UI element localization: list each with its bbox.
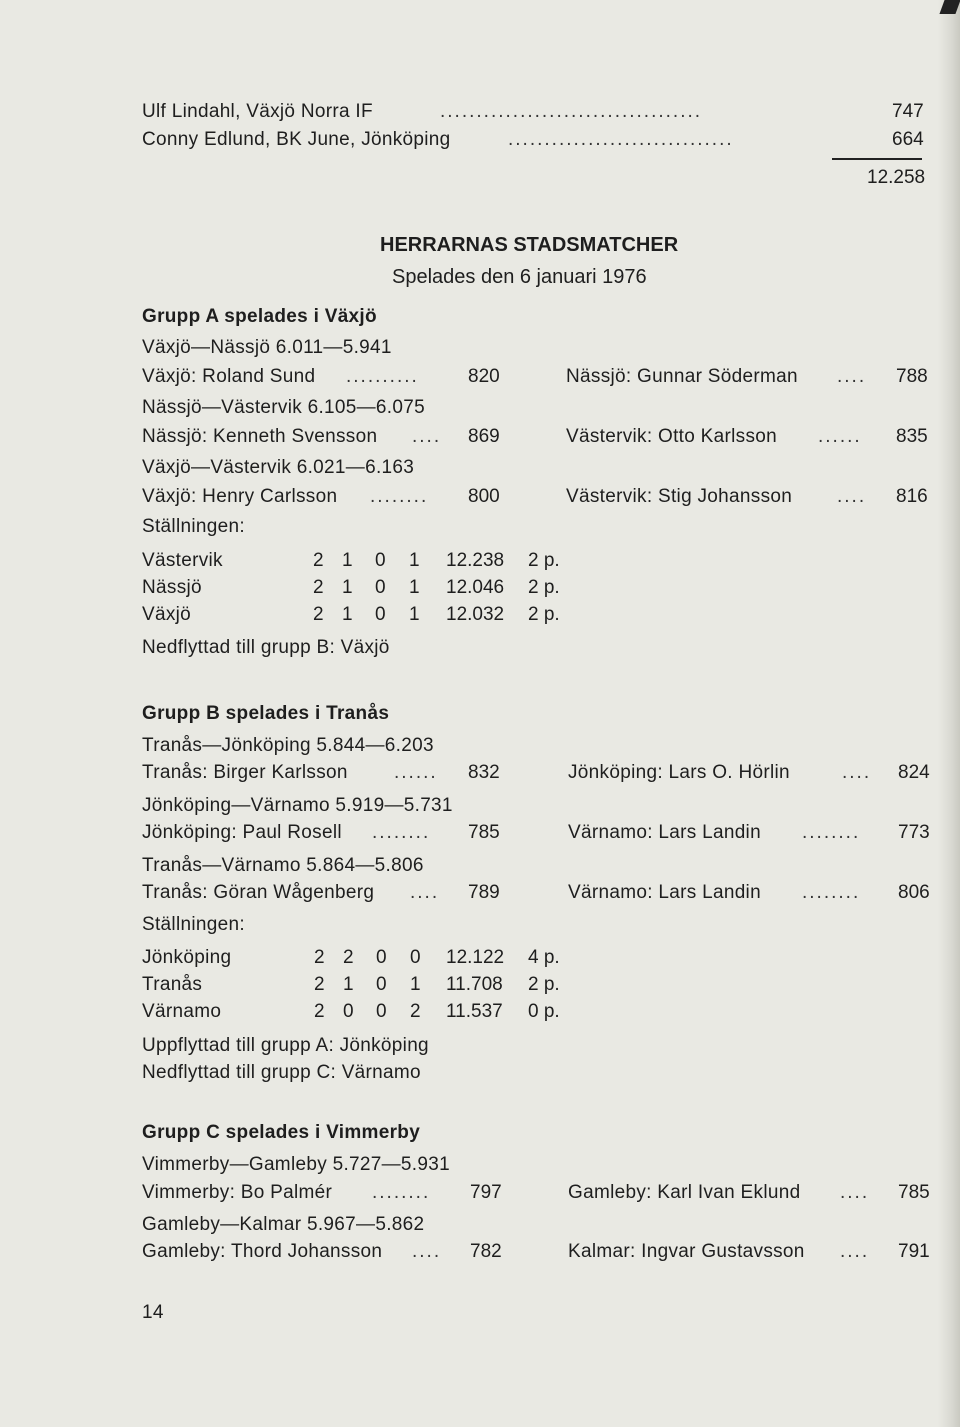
standings-lost: 1 [409,604,420,625]
match-result: Jönköping—Värnamo 5.919—5.731 [142,795,453,816]
player-score: 788 [896,366,928,387]
match-result: Tranås—Jönköping 5.844—6.203 [142,735,434,756]
player-score: 773 [898,822,930,843]
standings-lost: 1 [409,550,420,571]
player-score: 800 [468,486,500,507]
dot-leader: ........ [802,882,861,903]
group-note: Nedflyttad till grupp B: Växjö [142,637,390,658]
standings-won: 1 [343,974,354,995]
dot-leader: ........ [370,486,429,507]
standings-label: Ställningen: [142,516,245,537]
standings-total: 12.238 [446,550,505,571]
standings-points: 2 p. [528,577,560,598]
dot-leader: ...... [394,762,438,783]
player-name: Västervik: Stig Johansson [566,486,793,507]
player-score: 820 [468,366,500,387]
player-score: 869 [468,426,500,447]
dot-leader: .... [840,1182,870,1203]
group-note: Uppflyttad till grupp A: Jönköping [142,1035,429,1056]
standings-points: 2 p. [528,604,560,625]
standings-total: 12.046 [446,577,505,598]
player-name: Jönköping: Paul Rosell [142,822,342,843]
player-score: 789 [468,882,500,903]
standings-lost: 1 [410,974,421,995]
dot-leader: ........ [372,822,431,843]
standings-total: 11.708 [446,974,503,995]
standings-lost: 2 [410,1001,421,1022]
player-score: 806 [898,882,930,903]
top-row-score: 747 [892,101,924,122]
standings-team: Växjö [142,604,192,625]
dot-leader: .... [840,1241,870,1262]
section-title: HERRARNAS STADSMATCHER [380,234,679,256]
player-name: Vimmerby: Bo Palmér [142,1182,333,1203]
match-result: Gamleby—Kalmar 5.967—5.862 [142,1214,425,1235]
dot-leader: ........ [802,822,861,843]
standings-total: 12.122 [446,947,505,968]
player-name: Växjö: Roland Sund [142,366,316,387]
dot-leader: .... [837,366,867,387]
page-number: 14 [142,1302,164,1323]
player-name: Växjö: Henry Carlsson [142,486,338,507]
total-score: 12.258 [867,167,926,188]
group-note: Nedflyttad till grupp C: Värnamo [142,1062,421,1083]
standings-won: 1 [342,577,353,598]
player-name: Gamleby: Thord Johansson [142,1241,383,1262]
dot-leader: .... [842,762,872,783]
player-score: 791 [898,1241,930,1262]
dot-leader: .... [412,426,442,447]
group-heading: Grupp B spelades i Tranås [142,703,390,724]
dot-leader: .... [412,1241,442,1262]
group-heading: Grupp A spelades i Växjö [142,306,377,327]
standings-played: 2 [313,550,324,571]
match-result: Växjö—Nässjö 6.011—5.941 [142,337,392,358]
standings-drawn: 0 [375,577,386,598]
standings-drawn: 0 [376,1001,387,1022]
player-name: Västervik: Otto Karlsson [566,426,777,447]
standings-won: 1 [342,550,353,571]
group-heading: Grupp C spelades i Vimmerby [142,1122,421,1143]
standings-team: Västervik [142,550,223,571]
standings-won: 0 [343,1001,354,1022]
player-score: 835 [896,426,928,447]
player-name: Gamleby: Karl Ivan Eklund [568,1182,801,1203]
sum-rule [832,158,922,160]
standings-played: 2 [314,947,325,968]
player-score: 782 [470,1241,502,1262]
standings-team: Nässjö [142,577,202,598]
top-row-name: Conny Edlund, BK June, Jönköping [142,129,451,150]
standings-points: 2 p. [528,974,560,995]
standings-drawn: 0 [375,550,386,571]
standings-lost: 0 [410,947,421,968]
standings-played: 2 [314,974,325,995]
top-row-score: 664 [892,129,924,150]
page-edge [938,0,960,1427]
player-name: Nässjö: Gunnar Söderman [566,366,798,387]
match-result: Vimmerby—Gamleby 5.727—5.931 [142,1154,450,1175]
standings-team: Tranås [142,974,203,995]
standings-drawn: 0 [375,604,386,625]
match-result: Nässjö—Västervik 6.105—6.075 [142,397,425,418]
standings-won: 1 [342,604,353,625]
dot-leader: .... [410,882,440,903]
standings-played: 2 [313,577,324,598]
standings-points: 0 p. [528,1001,560,1022]
top-row-leader: .................................... [440,101,703,122]
standings-points: 4 p. [528,947,560,968]
dot-leader: ...... [818,426,862,447]
player-score: 816 [896,486,928,507]
player-score: 785 [898,1182,930,1203]
standings-points: 2 p. [528,550,560,571]
match-result: Växjö—Västervik 6.021—6.163 [142,457,415,478]
standings-total: 11.537 [446,1001,503,1022]
player-score: 824 [898,762,930,783]
standings-label: Ställningen: [142,914,245,935]
dot-leader: .... [837,486,867,507]
standings-played: 2 [314,1001,325,1022]
section-subtitle: Spelades den 6 januari 1976 [392,266,647,288]
top-row-name: Ulf Lindahl, Växjö Norra IF [142,101,373,122]
player-name: Tranås: Birger Karlsson [142,762,348,783]
player-name: Jönköping: Lars O. Hörlin [568,762,790,783]
dot-leader: ........ [372,1182,431,1203]
player-name: Nässjö: Kenneth Svensson [142,426,378,447]
standings-drawn: 0 [376,947,387,968]
top-row-leader: ............................... [508,129,734,150]
standings-lost: 1 [409,577,420,598]
match-result: Tranås—Värnamo 5.864—5.806 [142,855,424,876]
dot-leader: .......... [346,366,419,387]
player-score: 797 [470,1182,502,1203]
player-score: 785 [468,822,500,843]
standings-drawn: 0 [376,974,387,995]
player-name: Tranås: Göran Wågenberg [142,882,375,903]
standings-won: 2 [343,947,354,968]
standings-team: Värnamo [142,1001,222,1022]
player-name: Värnamo: Lars Landin [568,882,761,903]
standings-team: Jönköping [142,947,232,968]
player-name: Kalmar: Ingvar Gustavsson [568,1241,805,1262]
standings-played: 2 [313,604,324,625]
player-score: 832 [468,762,500,783]
standings-total: 12.032 [446,604,505,625]
player-name: Värnamo: Lars Landin [568,822,761,843]
